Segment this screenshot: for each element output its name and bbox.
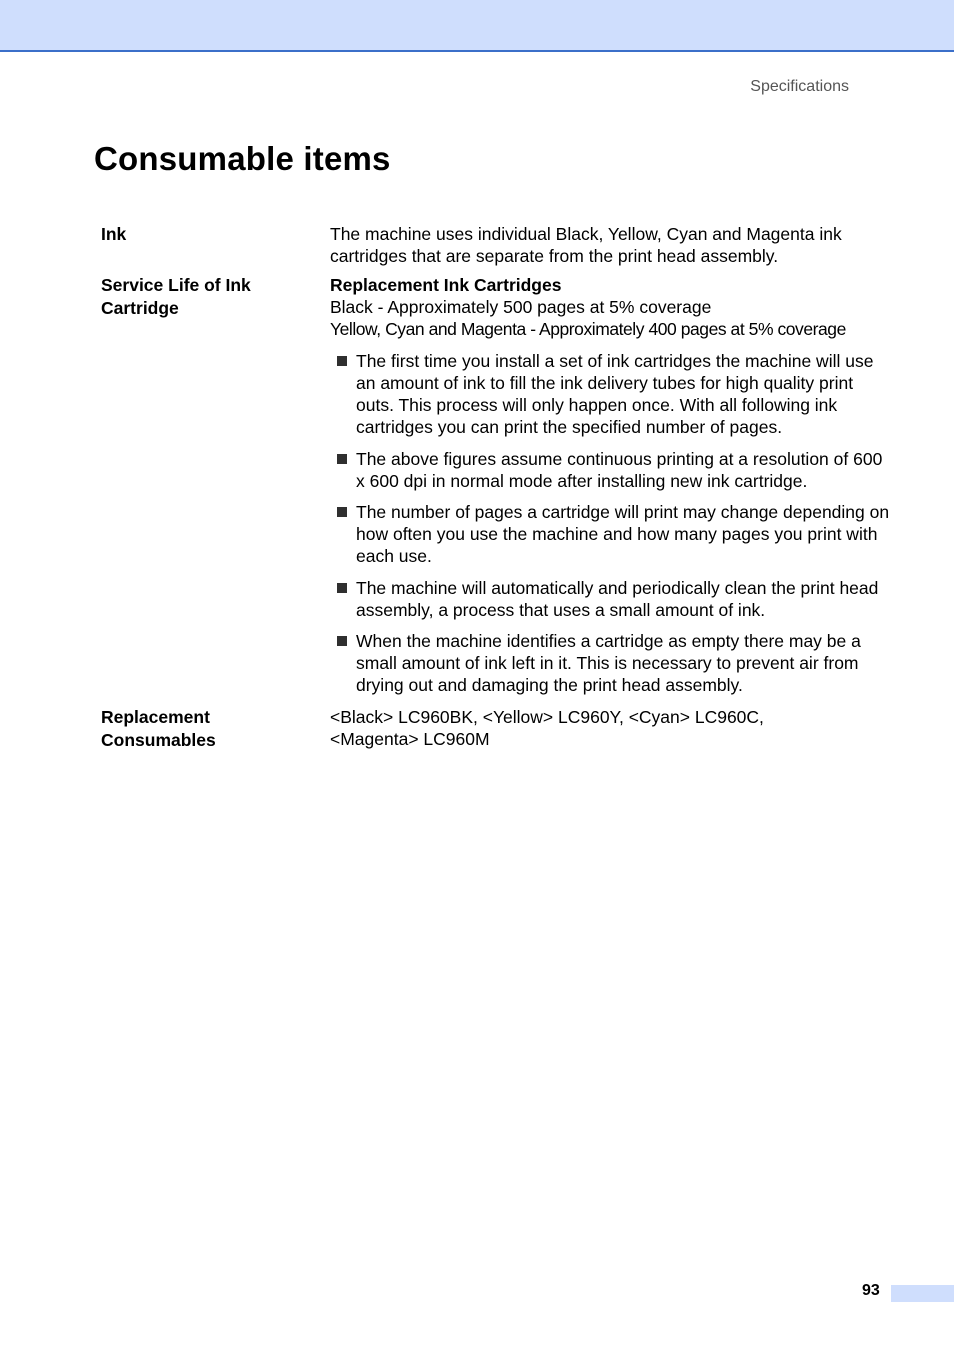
square-bullet-icon xyxy=(337,507,347,517)
note-text: The above figures assume continuous printing at a resolution of 600 x 600 dpi in normal mode after installing new ink cartridge. xyxy=(356,448,883,491)
label-line: Service Life of Ink xyxy=(101,275,251,295)
label-line: Cartridge xyxy=(101,297,179,318)
note-item xyxy=(330,630,890,696)
spec-label-service-life xyxy=(101,274,316,319)
page-tab xyxy=(891,1285,954,1302)
note-text: The first time you install a set of ink cartridges the machine will use an amount of ink to fill the ink delivery tubes for high quality print outs. This process will only happen once. With all following ink cartridges you can print the specified number of pages. xyxy=(356,351,874,437)
square-bullet-icon xyxy=(337,583,347,593)
value-line: <Magenta> LC960M xyxy=(330,729,490,749)
spec-value-ink xyxy=(330,223,890,267)
note-item xyxy=(330,350,890,438)
value-line: cartridges that are separate from the print head assembly. xyxy=(330,246,779,266)
spec-label-ink: Ink xyxy=(101,224,127,244)
page-title: Consumable items xyxy=(94,140,391,177)
spec-label-replacement xyxy=(101,706,316,751)
note-item xyxy=(330,577,890,621)
notes-list xyxy=(330,350,890,696)
black-yield: Black - Approximately 500 pages at 5% coverage xyxy=(330,297,712,317)
note-text: The machine will automatically and periodically clean the print head assembly, a process that uses a small amount of ink. xyxy=(356,577,879,620)
page-number: 93 xyxy=(862,1282,880,1299)
replacement-cartridges-heading: Replacement Ink Cartridges xyxy=(330,275,562,295)
square-bullet-icon xyxy=(337,454,347,464)
note-item xyxy=(330,501,890,567)
square-bullet-icon xyxy=(337,636,347,646)
spec-value-service-life xyxy=(330,274,890,706)
note-text: When the machine identifies a cartridge as empty there may be a small amount of ink left in it. This is necessary to prevent air from drying out and damaging the print head assembly. xyxy=(356,631,861,695)
note-item xyxy=(330,448,890,492)
square-bullet-icon xyxy=(337,356,347,366)
note-text: The number of pages a cartridge will print may change depending on how often you use the machine and how many pages you print with each use. xyxy=(356,502,890,566)
value-line: <Black> LC960BK, <Yellow> LC960Y, <Cyan> LC960C, xyxy=(330,707,764,727)
color-yield: Yellow, Cyan and Magenta - Approximately 400 pages at 5% coverage xyxy=(330,319,846,339)
value-line: The machine uses individual Black, Yellow, Cyan and Magenta ink xyxy=(330,224,842,244)
header-band xyxy=(0,0,954,52)
label-line: Replacement xyxy=(101,707,210,727)
spec-value-replacement xyxy=(330,706,890,750)
label-line: Consumables xyxy=(101,729,216,750)
section-header: Specifications xyxy=(750,78,849,95)
